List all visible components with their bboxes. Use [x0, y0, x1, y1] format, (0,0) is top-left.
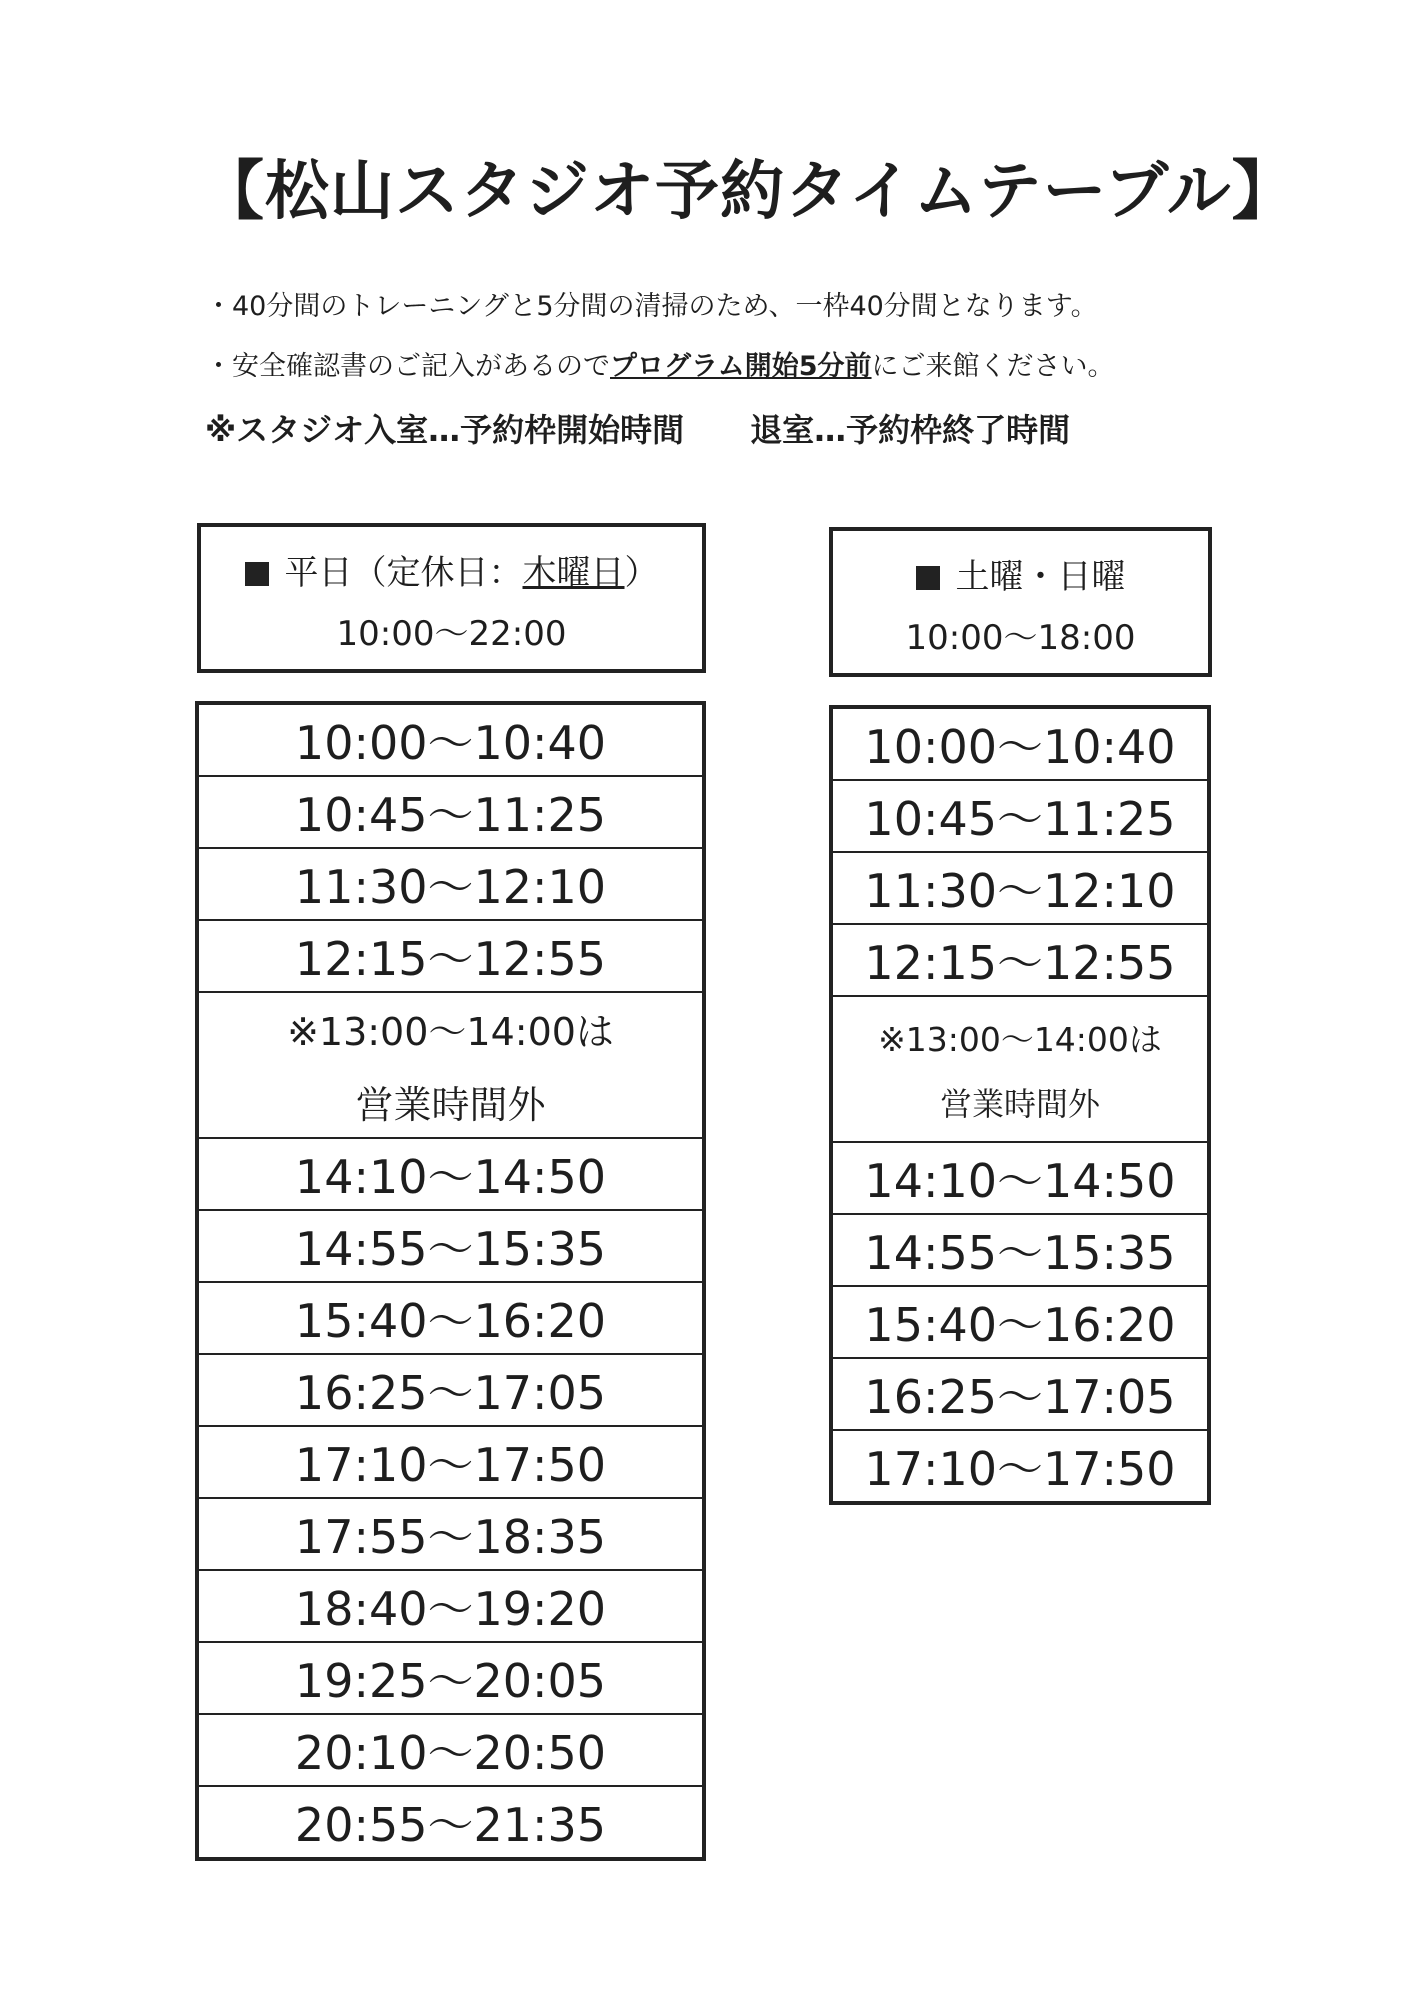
- note-training-duration: ・40分間のトレーニングと5分間の清掃のため、一枠40分間となります。: [205, 291, 1098, 322]
- time-slot: 11:30～12:10: [833, 853, 1207, 925]
- rule-exit: 退室…予約枠終了時間: [750, 411, 1071, 449]
- page-title: 【松山スタジオ予約タイムテーブル】: [200, 155, 1297, 229]
- time-slot: 15:40～16:20: [833, 1287, 1207, 1359]
- weekday-closed-day: 木曜日: [522, 553, 625, 593]
- rule-entry: ※スタジオ入室…予約枠開始時間: [205, 411, 685, 449]
- closed-hours-row: [833, 997, 1207, 1143]
- time-slot: 16:25～17:05: [833, 1359, 1207, 1431]
- weekend-header-box: [829, 527, 1212, 677]
- weekday-header-box: [197, 523, 706, 673]
- time-slot: 16:25～17:05: [199, 1355, 702, 1427]
- time-slot: 19:25～20:05: [199, 1643, 702, 1715]
- closed-hours-label: 営業時間外: [939, 1084, 1100, 1123]
- time-slot: 11:30～12:10: [199, 849, 702, 921]
- closed-hours-time: ※13:00～14:00は: [878, 1019, 1162, 1059]
- square-bullet-icon: [916, 566, 940, 590]
- weekend-label-line: [833, 549, 1208, 598]
- time-slot: 20:55～21:35: [294, 1798, 607, 1852]
- time-slot: 17:10～17:50: [864, 1442, 1176, 1496]
- time-slot: 12:15～12:55: [199, 921, 702, 993]
- time-slot: 15:40～16:20: [199, 1283, 702, 1355]
- weekday-label-prefix: 平日（定休日：: [284, 553, 523, 593]
- square-bullet-icon: [245, 562, 269, 586]
- weekend-hours: 10:00～18:00: [905, 618, 1136, 658]
- note-arrival: [205, 344, 1115, 383]
- time-slot: 14:10～14:50: [833, 1143, 1207, 1215]
- time-slot: 10:00～10:40: [833, 709, 1207, 781]
- weekend-timetable: [829, 705, 1211, 1505]
- weekend-label: 土曜・日曜: [955, 557, 1126, 597]
- note-arrival-before: ・安全確認書のご記入があるので: [205, 351, 610, 382]
- time-slot: 14:55～15:35: [833, 1215, 1207, 1287]
- closed-hours-label: 営業時間外: [355, 1083, 546, 1127]
- weekday-hours: 10:00～22:00: [336, 614, 567, 654]
- time-slot: 20:10～20:50: [199, 1715, 702, 1787]
- closed-hours-time: ※13:00～14:00は: [287, 1010, 614, 1054]
- time-slot: 14:10～14:50: [199, 1139, 702, 1211]
- note-arrival-after: にご来館ください。: [871, 351, 1115, 382]
- note-arrival-emphasis: プログラム開始5分前: [610, 351, 872, 382]
- time-slot: 14:55～15:35: [199, 1211, 702, 1283]
- time-slot: 17:55～18:35: [199, 1499, 702, 1571]
- time-slot: 18:40～19:20: [199, 1571, 702, 1643]
- closed-hours-row: [199, 993, 702, 1139]
- time-slot: 10:45～11:25: [199, 777, 702, 849]
- time-slot: 12:15～12:55: [833, 925, 1207, 997]
- time-slot: 10:00～10:40: [199, 705, 702, 777]
- entry-exit-rule: [205, 405, 1070, 451]
- time-slot: 17:10～17:50: [199, 1427, 702, 1499]
- time-slot: 10:45～11:25: [833, 781, 1207, 853]
- weekday-label: [201, 545, 702, 594]
- weekday-timetable: [195, 701, 706, 1861]
- weekday-label-suffix: ）: [624, 553, 659, 593]
